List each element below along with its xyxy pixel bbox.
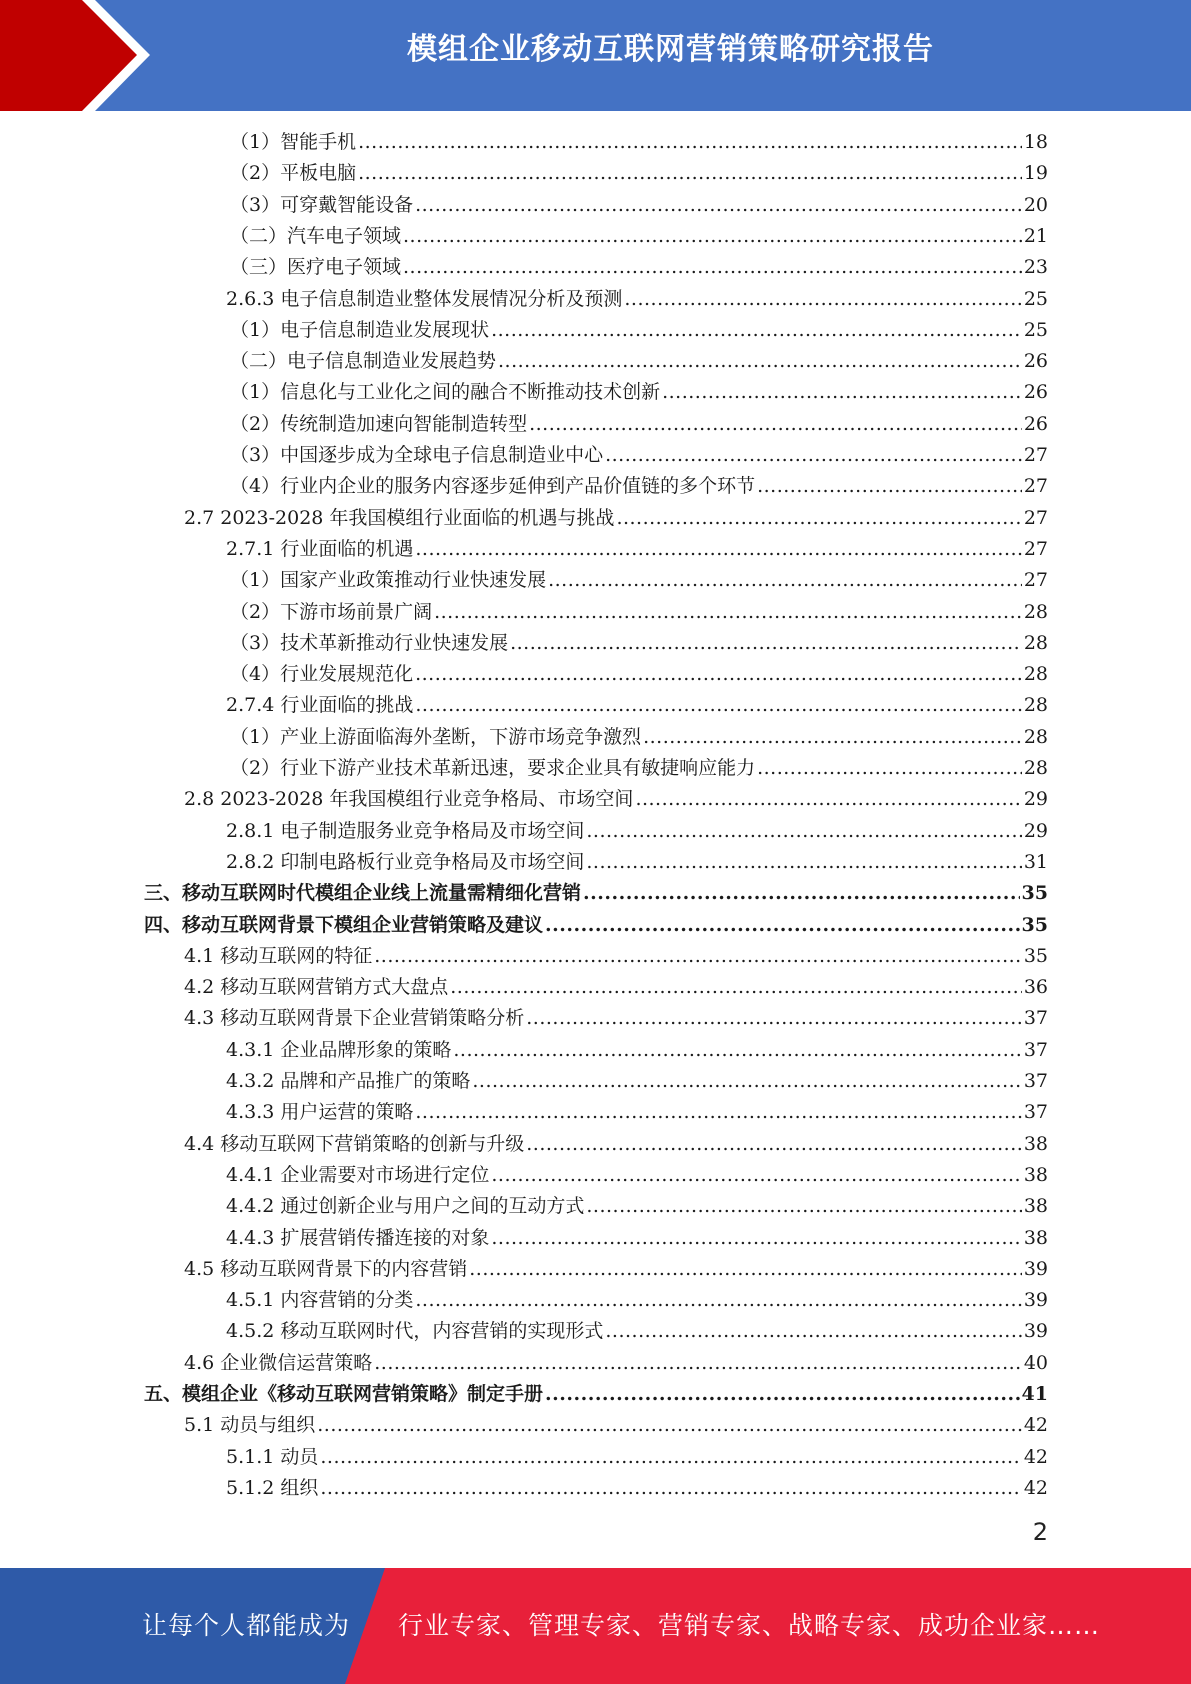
toc-entry[interactable] (230, 347, 1048, 375)
toc-entry-title: 2.6.3 电子信息制造业整体发展情况分析及预测 (226, 287, 623, 310)
toc-entry-page: 38 (1023, 1226, 1048, 1249)
toc-dot-leader (491, 316, 1022, 344)
toc-dot-leader (320, 1443, 1021, 1471)
toc-entry-page: 27 (1023, 537, 1048, 560)
page-header (0, 0, 1191, 111)
toc-entry[interactable] (230, 629, 1048, 657)
toc-entry-page: 28 (1023, 725, 1048, 748)
toc-dot-leader (415, 191, 1022, 219)
header-chevron-icon (0, 0, 160, 111)
toc-entry-title: 4.4.3 扩展营销传播连接的对象 (226, 1226, 490, 1249)
toc-entry-title: （1）国家产业政策推动行业快速发展 (230, 569, 547, 592)
toc-entry-page: 37 (1023, 1070, 1048, 1092)
toc-entry-title: 2.7.4 行业面临的挑战 (226, 694, 414, 717)
toc-entry-title: 2.7 2023-2028 年我国模组行业面临的机遇与挑战 (184, 506, 615, 529)
toc-entry-page: 28 (1023, 600, 1048, 623)
toc-entry-page: 42 (1023, 1445, 1048, 1468)
toc-entry[interactable] (144, 1380, 1048, 1408)
toc-entry[interactable] (226, 1098, 1048, 1126)
toc-dot-leader (616, 504, 1021, 532)
toc-entry-title: 4.5 移动互联网背景下的内容营销 (184, 1257, 468, 1280)
toc-entry-title: 2.7.1 行业面临的机遇 (226, 537, 414, 560)
toc-entry-title: （1）智能手机 (230, 131, 357, 153)
toc-entry-page: 21 (1023, 224, 1048, 247)
footer-slogan: 让每个人都能成为 (142, 1611, 351, 1640)
toc-entry[interactable] (230, 566, 1048, 594)
toc-entry-title: 2.8.1 电子制造服务业竞争格局及市场空间 (226, 819, 585, 842)
toc-entry[interactable] (230, 723, 1048, 751)
toc-entry-title: （1）电子信息制造业发展现状 (230, 318, 490, 341)
toc-dot-leader (453, 1036, 1021, 1064)
footer-roles: 行业专家、管理专家、营销专家、战略专家、成功企业家…… (398, 1611, 1101, 1640)
toc-dot-leader (434, 598, 1022, 626)
toc-entry[interactable] (226, 285, 1048, 313)
toc-dot-leader (526, 1130, 1022, 1158)
toc-dot-leader (545, 911, 1020, 939)
toc-entry-title: 四、移动互联网背景下模组企业营销策略及建议 (144, 913, 544, 936)
toc-entry[interactable] (230, 410, 1048, 438)
toc-dot-leader (374, 942, 1022, 970)
toc-entry-page: 18 (1023, 131, 1048, 153)
toc-dot-leader (635, 785, 1021, 813)
toc-entry-page: 39 (1023, 1289, 1048, 1312)
toc-entry-title: （3）可穿戴智能设备 (230, 193, 414, 216)
toc-entry[interactable] (226, 1474, 1048, 1502)
toc-dot-leader (491, 1224, 1021, 1252)
toc-dot-leader (586, 848, 1021, 876)
toc-dot-leader (757, 754, 1022, 782)
toc-entry-page: 26 (1023, 412, 1048, 435)
toc-entry-title: （1）产业上游面临海外垄断，下游市场竞争激烈 (230, 725, 642, 748)
toc-entry-title: （三）医疗电子领域 (230, 256, 402, 279)
toc-dot-leader (548, 566, 1022, 594)
toc-entry-title: 5.1 动员与组织 (184, 1414, 316, 1437)
toc-entry-page: 39 (1023, 1320, 1048, 1343)
toc-entry-page: 25 (1023, 318, 1048, 341)
toc-entry-page: 35 (1021, 913, 1048, 936)
toc-entry[interactable] (230, 222, 1048, 250)
toc-dot-leader (491, 1161, 1021, 1189)
toc-dot-leader (757, 472, 1022, 500)
toc-entry-title: 4.3 移动互联网背景下企业营销策略分析 (184, 1007, 525, 1030)
toc-entry-title: 5.1.2 组织 (226, 1476, 319, 1499)
toc-entry[interactable] (184, 1130, 1048, 1158)
toc-entry-title: 4.2 移动互联网营销方式大盘点 (184, 976, 449, 999)
toc-dot-leader (358, 128, 1022, 156)
toc-entry[interactable] (226, 1192, 1048, 1220)
toc-entry-title: （2）下游市场前景广阔 (230, 600, 433, 623)
toc-dot-leader (415, 535, 1021, 563)
toc-entry[interactable] (226, 848, 1048, 876)
toc-entry-title: 4.5.2 移动互联网时代，内容营销的实现形式 (226, 1320, 604, 1343)
toc-entry-page: 27 (1023, 444, 1048, 466)
toc-dot-leader (317, 1411, 1022, 1439)
toc-dot-leader (605, 441, 1022, 469)
toc-entry[interactable] (226, 1443, 1048, 1471)
toc-entry-page: 28 (1023, 631, 1048, 654)
toc-entry[interactable] (184, 1349, 1048, 1377)
toc-entry-title: 4.1 移动互联网的特征 (184, 944, 373, 967)
toc-entry[interactable] (230, 441, 1048, 469)
toc-entry-page: 28 (1023, 757, 1048, 779)
toc-entry-page: 29 (1023, 819, 1048, 842)
toc-entry-page: 42 (1023, 1476, 1048, 1499)
toc-entry-title: 4.3.1 企业品牌形象的策略 (226, 1038, 452, 1061)
toc-dot-leader (415, 660, 1022, 688)
toc-dot-leader (472, 1067, 1021, 1095)
toc-entry-title: （2）传统制造加速向智能制造转型 (230, 412, 528, 435)
toc-entry-page: 26 (1023, 350, 1048, 373)
toc-entry[interactable] (226, 1286, 1048, 1314)
toc-entry[interactable] (230, 660, 1048, 688)
toc-entry-page: 31 (1023, 850, 1048, 873)
toc-entry-page: 27 (1023, 569, 1048, 592)
toc-entry-title: （2）平板电脑 (230, 162, 357, 185)
toc-entry-page: 27 (1023, 475, 1048, 498)
toc-entry[interactable] (184, 942, 1048, 970)
page-footer (0, 1568, 1191, 1684)
toc-dot-leader (545, 1380, 1020, 1408)
toc-dot-leader (498, 347, 1022, 375)
toc-dot-leader (586, 817, 1021, 845)
toc-entry-title: （4）行业内企业的服务内容逐步延伸到产品价值链的多个环节 (230, 475, 756, 498)
toc-entry-page: 40 (1023, 1351, 1048, 1374)
toc-entry[interactable] (226, 535, 1048, 563)
toc-dot-leader (374, 1349, 1022, 1377)
report-title: 模组企业移动互联网营销策略研究报告 (407, 32, 934, 67)
toc-entry[interactable] (184, 973, 1048, 1001)
toc-dot-leader (526, 1004, 1022, 1032)
toc-entry-title: 5.1.1 动员 (226, 1445, 319, 1468)
toc-entry-page: 35 (1021, 882, 1048, 905)
toc-entry-page: 38 (1023, 1163, 1048, 1186)
toc-entry-page: 27 (1023, 506, 1048, 529)
toc-dot-leader (469, 1255, 1022, 1283)
toc-entry-title: （4）行业发展规范化 (230, 663, 414, 686)
toc-entry-title: 4.3.3 用户运营的策略 (226, 1101, 414, 1124)
toc-entry-page: 42 (1023, 1414, 1048, 1437)
toc-entry-title: 2.8.2 印制电路板行业竞争格局及市场空间 (226, 850, 585, 873)
toc-dot-leader (605, 1317, 1021, 1345)
toc-entry-page: 39 (1023, 1257, 1048, 1280)
toc-dot-leader (529, 410, 1022, 438)
toc-entry-page: 23 (1023, 256, 1048, 279)
toc-entry[interactable] (230, 598, 1048, 626)
toc-dot-leader (320, 1474, 1021, 1502)
toc-entry[interactable] (230, 159, 1048, 187)
toc-entry-page: 19 (1023, 162, 1048, 185)
toc-entry-title: 2.8 2023-2028 年我国模组行业竞争格局、市场空间 (184, 788, 634, 811)
toc-entry[interactable] (230, 316, 1048, 344)
toc-dot-leader (415, 1098, 1021, 1126)
toc-entry-page: 29 (1023, 788, 1048, 811)
toc-entry[interactable] (230, 253, 1048, 281)
toc-entry-page: 41 (1021, 1383, 1048, 1405)
toc-dot-leader (510, 629, 1022, 657)
toc-entry-title: 4.3.2 品牌和产品推广的策略 (226, 1070, 471, 1092)
toc-entry-page: 25 (1023, 287, 1048, 310)
toc-entry[interactable] (230, 472, 1048, 500)
toc-entry-page: 37 (1023, 1038, 1048, 1061)
toc-dot-leader (403, 253, 1022, 281)
page-number: 2 (1032, 1518, 1048, 1546)
toc-entry[interactable] (226, 817, 1048, 845)
toc-entry[interactable] (184, 785, 1048, 813)
toc-entry-page: 38 (1023, 1195, 1048, 1218)
toc-entry-title: （3）中国逐步成为全球电子信息制造业中心 (230, 444, 604, 466)
toc-entry[interactable] (226, 691, 1048, 719)
toc-entry-title: 五、模组企业《移动互联网营销策略》制定手册 (144, 1383, 544, 1405)
toc-entry[interactable] (230, 191, 1048, 219)
toc-entry[interactable] (184, 1004, 1048, 1032)
toc-entry[interactable] (144, 911, 1048, 939)
toc-entry-page: 20 (1023, 193, 1048, 216)
toc-dot-leader (624, 285, 1021, 313)
toc-entry[interactable] (226, 1317, 1048, 1345)
toc-dot-leader (662, 378, 1022, 406)
toc-entry-page: 37 (1023, 1007, 1048, 1030)
toc-entry-title: （二）电子信息制造业发展趋势 (230, 350, 497, 373)
toc-entry-title: 三、移动互联网时代模组企业线上流量需精细化营销 (144, 882, 582, 905)
toc-entry[interactable] (226, 1224, 1048, 1252)
toc-dot-leader (358, 159, 1022, 187)
toc-entry-page: 35 (1023, 944, 1048, 967)
toc-dot-leader (415, 691, 1021, 719)
toc-entry[interactable] (230, 128, 1048, 156)
toc-entry-title: 4.5.1 内容营销的分类 (226, 1289, 414, 1312)
toc-entry-title: 4.6 企业微信运营策略 (184, 1351, 373, 1374)
toc-dot-leader (643, 723, 1022, 751)
toc-entry-title: （二）汽车电子领域 (230, 224, 402, 247)
toc-dot-leader (403, 222, 1022, 250)
toc-entry-title: （2）行业下游产业技术革新迅速，要求企业具有敏捷响应能力 (230, 757, 756, 779)
toc-entry-title: （3）技术革新推动行业快速发展 (230, 631, 509, 654)
toc-entry-page: 36 (1023, 976, 1048, 999)
toc-entry[interactable] (184, 1411, 1048, 1439)
toc-entry-page: 26 (1023, 381, 1048, 404)
toc-entry[interactable] (184, 1255, 1048, 1283)
toc-dot-leader (586, 1192, 1021, 1220)
toc-entry-title: 4.4.2 通过创新企业与用户之间的互动方式 (226, 1195, 585, 1218)
toc-entry[interactable] (230, 378, 1048, 406)
toc-entry-title: （1）信息化与工业化之间的融合不断推动技术创新 (230, 381, 661, 404)
toc-entry-page: 28 (1023, 663, 1048, 686)
toc-entry[interactable] (226, 1161, 1048, 1189)
toc-entry-title: 4.4 移动互联网下营销策略的创新与升级 (184, 1132, 525, 1155)
toc-entry-page: 37 (1023, 1101, 1048, 1124)
toc-entry[interactable] (226, 1067, 1048, 1095)
toc-dot-leader (450, 973, 1022, 1001)
toc-entry[interactable] (184, 504, 1048, 532)
toc-entry[interactable] (230, 754, 1048, 782)
toc-entry-page: 38 (1023, 1132, 1048, 1155)
toc-dot-leader (415, 1286, 1021, 1314)
toc-dot-leader (583, 879, 1020, 907)
toc-entry[interactable] (226, 1036, 1048, 1064)
toc-entry[interactable] (144, 879, 1048, 907)
toc-entry-title: 4.4.1 企业需要对市场进行定位 (226, 1163, 490, 1186)
toc-entry-page: 28 (1023, 694, 1048, 717)
